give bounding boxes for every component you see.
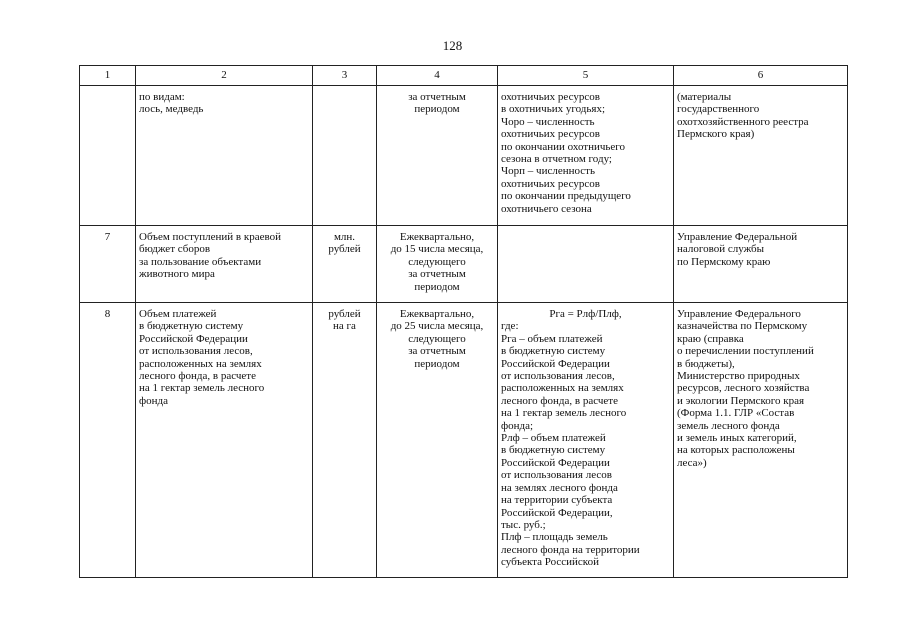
table-row	[80, 226, 848, 303]
indicator-name: Объем платежей в бюджетную систему Российской Федерации от использования лесов, расположенных на землях лесного фонда, в расчете на 1 гектар земель лесного фонда	[136, 303, 313, 578]
column-header: 2	[136, 66, 313, 86]
method-cell: охотничьих ресурсов в охотничьих угодьях; Чоро – численность охотничьих ресурсов по окончании охотничьего сезона в отчетном году; Чорп – численность охотничьих ресурсов по окончании предыдущего охотничьего сезона	[498, 86, 674, 226]
indicator-name: Объем поступлений в краевой бюджет сборов за пользование объектами животного мира	[136, 226, 313, 303]
formula-explanation: где: Рга – объем платежей в бюджетную систему Российской Федерации от использования лесов, расположенных на землях лесного фонда, в расчете на 1 гектар земель лесного фонда; Рлф – объем платежей в бюджетную систему Российской Федерации от использования лесов на землях лесного фонда на территории субъекта Российской Федерации, тыс. руб.; Плф – площадь земель лесного фонда на территории субъекта Российской	[501, 320, 640, 569]
table-row	[80, 303, 848, 578]
method-cell	[498, 226, 674, 303]
column-header: 4	[377, 66, 498, 86]
source-cell: (материалы государственного охотхозяйственного реестра Пермского края)	[674, 86, 848, 226]
source-cell: Управление Федеральной налоговой службы по Пермскому краю	[674, 226, 848, 303]
unit-cell: рублей на га	[313, 303, 377, 578]
period-cell: Ежеквартально, до 25 числа месяца, следующего за отчетным периодом	[377, 303, 498, 578]
row-number: 7	[80, 226, 136, 303]
unit-cell	[313, 86, 377, 226]
column-header: 6	[674, 66, 848, 86]
row-number: 8	[80, 303, 136, 578]
table-row	[80, 86, 848, 226]
unit-cell: млн. рублей	[313, 226, 377, 303]
column-header: 3	[313, 66, 377, 86]
period-cell: за отчетным периодом	[377, 86, 498, 226]
row-number	[80, 86, 136, 226]
table-header-row	[80, 66, 848, 86]
indicators-table	[79, 65, 848, 578]
page-number: 128	[442, 38, 463, 53]
column-header: 1	[80, 66, 136, 86]
period-cell: Ежеквартально, до 15 числа месяца, следующего за отчетным периодом	[377, 226, 498, 303]
formula: Рга = Рлф/Плф,	[549, 308, 622, 320]
indicator-name: по видам: лось, медведь	[136, 86, 313, 226]
source-cell: Управление Федерального казначейства по Пермскому краю (справка о перечислении поступлений в бюджеты), Министерство природных ресурсов, лесного хозяйства и экологии Пермского края (Форма 1.1. ГЛР «Состав земель лесного фонда и земель иных категорий, на которых расположены леса»)	[674, 303, 848, 578]
column-header: 5	[498, 66, 674, 86]
method-cell	[498, 303, 674, 578]
